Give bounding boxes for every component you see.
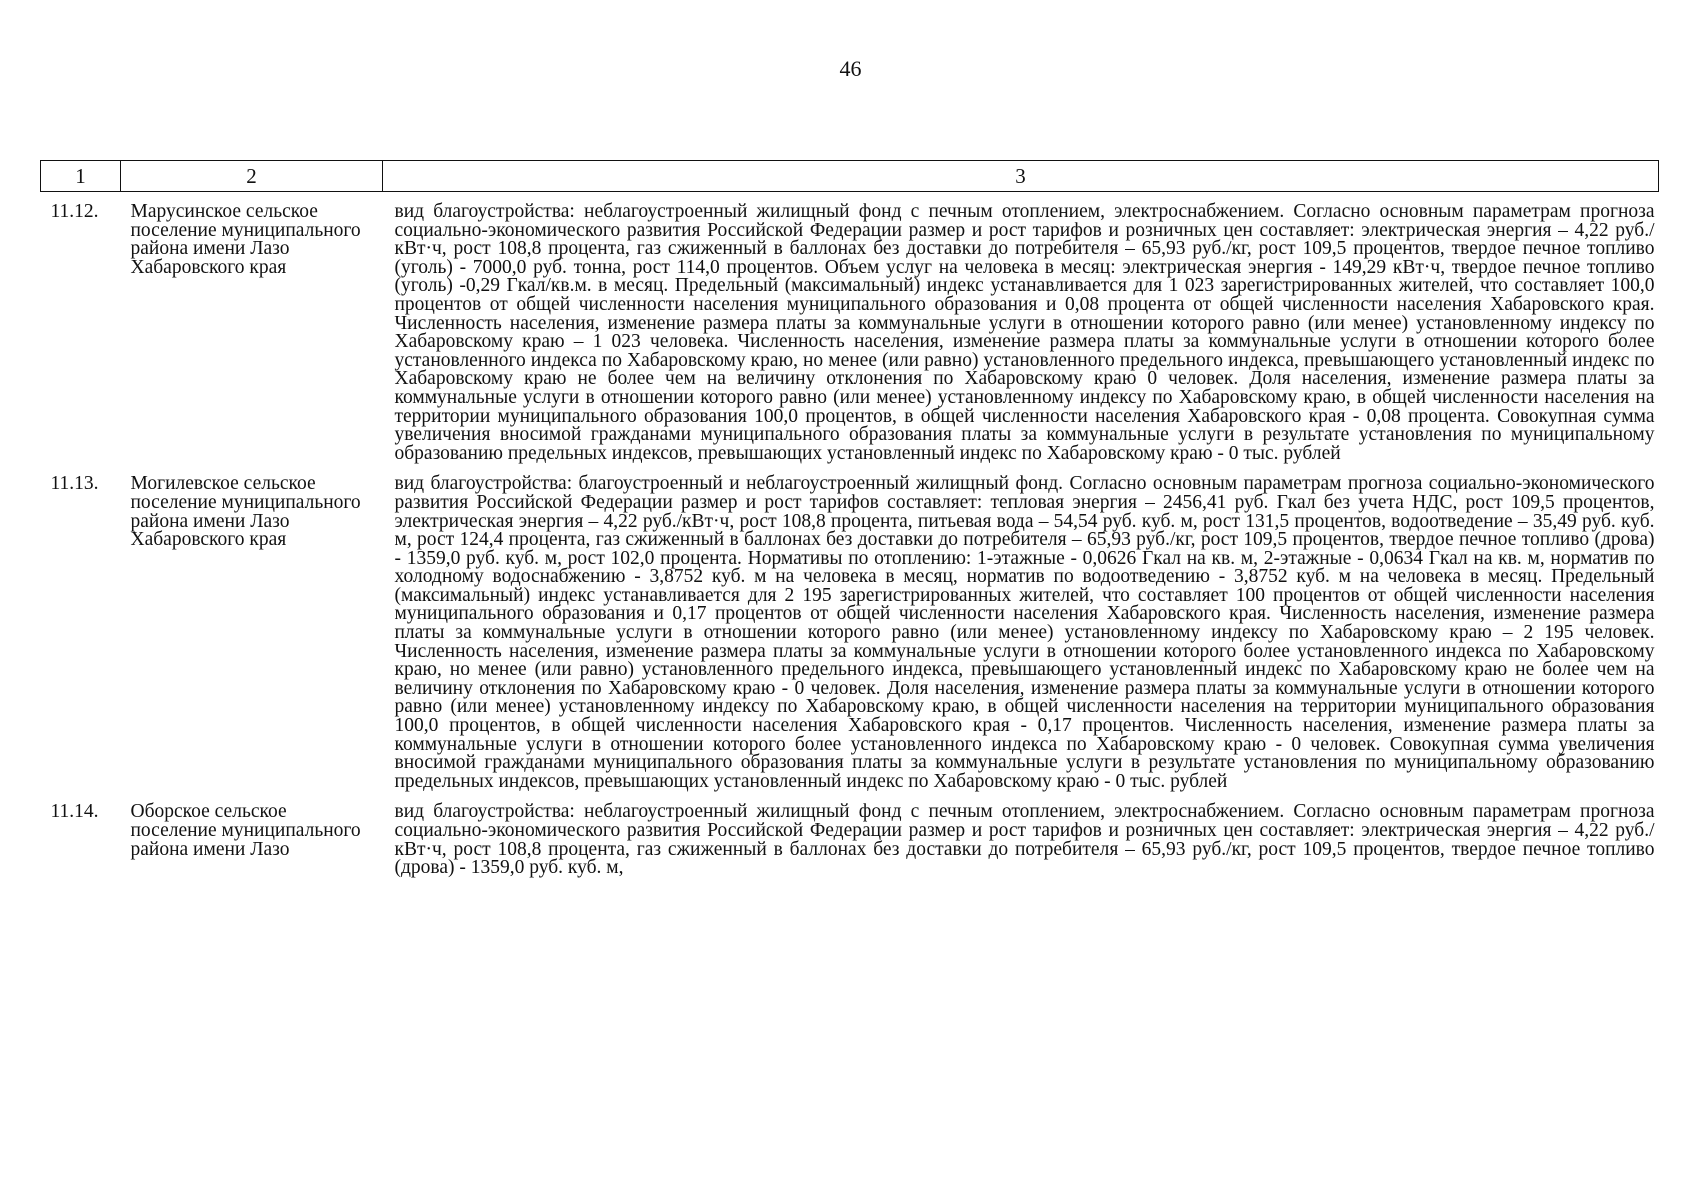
- column-header-3: 3: [383, 161, 1659, 192]
- row-description: вид благоустройства: благоустроенный и неблагоустроенный жилищный фонд. Согласно основным параметрам прогноза социально-экономического развития Российской Федерации размер и рост тарифов составляет: тепловая энергия – 2456,41 руб. Гкал без учета НДС, рост 109,5 процентов, электрическая энергия – 4,22 руб./кВт·ч, рост 108,8 процента, питьевая вода – 54,54 руб. куб. м, рост 131,5 процентов, водоотведение – 35,49 руб. куб. м, рост 124,4 процента, газ сжиженный в баллонах без доставки до потребителя – 65,93 руб./кг, рост 109,5 процентов, твердое печное топливо (дрова) - 1359,0 руб. куб. м, рост 102,0 процента. Нормативы по отоплению: 1-этажные - 0,0626 Гкал на кв. м, 2-этажные - 0,0634 Гкал на кв. м, норматив по холодному водоснабжению - 3,8752 куб. м на человека в месяц, норматив по водоотведению - 3,8752 куб. м на человека в месяц. Предельный (максимальный) индекс устанавливается для 2 195 зарегистрированных жителей, что составляет 100 процентов от общей численности населения муниципального образования и 0,17 процентов от общей численности населения Хабаровского края. Численность населения, изменение размера платы за коммунальные услуги в отношении которого равно (или менее) установленному индексу по Хабаровскому краю – 2 195 человек. Численность населения, изменение размера платы за коммунальные услуги в отношении которого более установленного индекса по Хабаровскому краю, но менее (или равно) установленного предельного индекса, превышающего установленный индекс по Хабаровскому краю не более чем на величину отклонения по Хабаровскому краю - 0 человек. Доля населения, изменение размера платы за коммунальные услуги в отношении которого равно (или менее) установленному индексу по Хабаровскому краю, в общей численности населения на территории муниципального образования 100,0 процентов, в общей численности населения Хабаровского края - 0,17 процентов. Численность населения, изменение размера платы за коммунальные услуги в отношении которого более установленного индекса по Хабаровскому краю - 0 человек. Совокупная сумма увеличения вносимой гражданами муниципального образования платы за коммунальные услуги в результате установления по муниципальному образованию предельных индексов, превышающих установленный индекс по Хабаровскому краю - 0 тыс. рублей: [394, 473, 1655, 792]
- document-table: [40, 160, 1659, 878]
- row-number: 11.13.: [50, 473, 99, 495]
- page-number: 46: [839, 56, 862, 81]
- municipality-name: Могилевское сельское поселение муниципального района имени Лазо Хабаровского края: [130, 473, 361, 551]
- row-description: вид благоустройства: неблагоустроенный жилищный фонд с печным отоплением, электроснабжением. Согласно основным параметрам прогноза социально-экономического развития Российской Федерации размер и рост тарифов и розничных цен составляет: электрическая энергия – 4,22 руб./кВт·ч, рост 108,8 процента, газ сжиженный в баллонах без доставки до потребителя – 65,93 руб./кг, рост 109,5 процентов, твердое печное топливо (уголь) - 7000,0 руб. тонна, рост 114,0 процентов. Объем услуг на человека в месяц: электрическая энергия - 149,29 кВт·ч, твердое печное топливо (уголь) -0,29 Гкал/кв.м. в месяц. Предельный (максимальный) индекс устанавливается для 1 023 зарегистрированных жителей, что составляет 100,0 процентов от общей численности населения муниципального образования и 0,08 процента от общей численности населения Хабаровского края. Численность населения, изменение размера платы за коммунальные услуги в отношении которого равно (или менее) установленному индексу по Хабаровскому краю – 1 023 человека. Численность населения, изменение размера платы за коммунальные услуги в отношении которого более установленного индекса по Хабаровскому краю, но менее (или равно) установленного предельного индекса, превышающего установленный индекс по Хабаровскому краю не более чем на величину отклонения по Хабаровскому краю 0 человек. Доля населения, изменение размера платы за коммунальные услуги в отношении которого равно (или менее) установленному индексу по Хабаровскому краю, в общей численности населения на территории муниципального образования 100,0 процентов, в общей численности населения Хабаровского края - 0,08 процента. Совокупная сумма увеличения вносимой гражданами муниципального образования платы за коммунальные услуги в результате установления по муниципальному образованию предельных индексов, превышающих установленный индекс по Хабаровскому краю - 0 тыс. рублей: [394, 201, 1655, 464]
- table-row: [41, 475, 1659, 791]
- municipality-name: Марусинское сельское поселение муниципального района имени Лазо Хабаровского края: [130, 201, 361, 278]
- row-number: 11.14.: [50, 801, 99, 823]
- column-header-2: 2: [121, 161, 383, 192]
- row-description: вид благоустройства: неблагоустроенный жилищный фонд с печным отоплением, электроснабжением. Согласно основным параметрам прогноза социально-экономического развития Российской Федерации размер и рост тарифов и розничных цен составляет: электрическая энергия – 4,22 руб./кВт·ч, рост 108,8 процента, газ сжиженный в баллонах без доставки до потребителя – 65,93 руб./кг, рост 109,5 процентов, твердое печное топливо (дрова) - 1359,0 руб. куб. м,: [394, 801, 1655, 879]
- row-number: 11.12.: [50, 201, 99, 222]
- municipality-name: Оборское сельское поселение муниципального района имени Лазо: [130, 801, 361, 860]
- column-header-1: 1: [41, 161, 121, 192]
- table-row: [41, 803, 1659, 877]
- table-header-row: [41, 161, 1659, 192]
- table-row: [41, 192, 1659, 464]
